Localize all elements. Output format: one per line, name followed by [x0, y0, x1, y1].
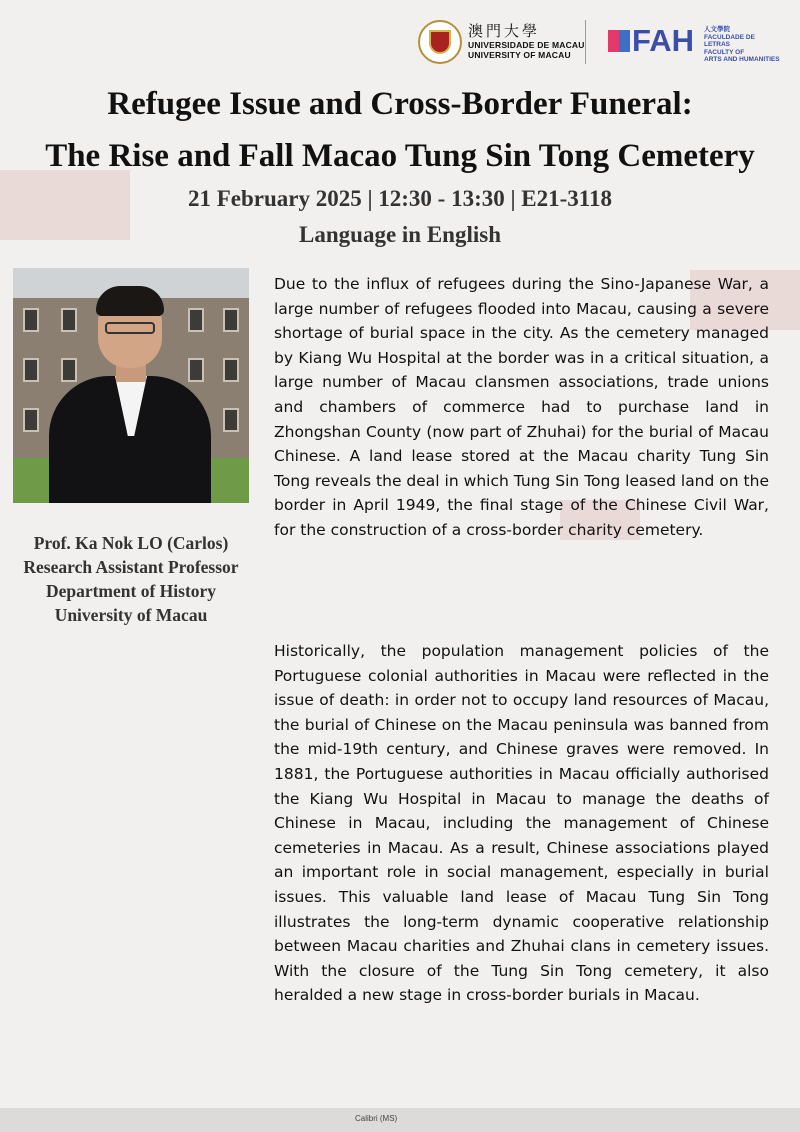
um-name-en: UNIVERSITY OF MACAU: [468, 50, 571, 60]
header-logos: [418, 18, 782, 66]
event-datetime-venue: 21 February 2025 | 12:30 - 13:30 | E21-3118: [187, 186, 613, 211]
um-name-cn: 澳門大學: [468, 22, 541, 40]
abstract-paragraph-2: Historically, the population management policies of the Portuguese colonial authorities in Macau were reflected in the issue of death: in order not to occupy land resources of Macau, the burial of Chinese on the Macau peninsula was banned from the mid-19th century, and Chinese graves were removed. In 1881, the Portuguese authorities in Macau officially authorised the Kiang Wu Hospital in Macau to manage the deaths of Chinese in Macau, including the management of Chinese cemeteries in Macau. As a result, Chinese associations played an important role in social management, especially in burial issues. This valuable land lease of Macau Tung Sin Tong illustrates the long-term dynamic cooperative relationship between Macau charities and Zhuhai clans in cemetery issues. With the closure of the Tung Sin Tong cemetery, it also heralded a new stage in cross-border burials in Macau.: [274, 642, 769, 1005]
speaker-name: Prof. Ka Nok LO (Carlos): [33, 533, 229, 553]
fah-acronym: FAH: [632, 23, 694, 58]
fah-subtitle: [704, 26, 782, 64]
logo-divider: [585, 20, 586, 64]
footer-strip: [0, 1108, 800, 1132]
speaker-photo: [13, 268, 249, 503]
fah-mark-icon: [608, 30, 630, 52]
speaker-institution: University of Macau: [54, 605, 208, 625]
speaker-department: Department of History: [45, 581, 217, 601]
um-logo-text: [468, 22, 585, 60]
university-seal-icon: [418, 20, 462, 64]
footer-font-note: Calibri (MS): [355, 1114, 398, 1123]
abstract-paragraph-1: Due to the influx of refugees during the Sino-Japanese War, a large number of refugees flooded into Macau, causing a severe shortage of burial space in the city. As the cemetery managed by Kiang Wu Hospital at the border was in a critical situation, a large number of Macau clansmen associations, trade unions and chambers of commerce had to purchase land in Zhongshan County (now part of Zhuhai) for the burial of Macau Chinese. A land lease stored at the Macau charity Tung Sin Tong reveals the deal in which Tung Sin Tong leased land on the border in April 1949, the final stage of the Chinese Civil War, for the construction of a cross-border charity cemetery.: [274, 275, 769, 539]
fah-pt: FACULDADE DE LETRAS: [704, 33, 755, 48]
fah-en-2: ARTS AND HUMANITIES: [704, 56, 780, 63]
event-title-line1: Refugee Issue and Cross-Border Funeral:: [107, 86, 693, 122]
um-name-pt: UNIVERSIDADE DE MACAU: [468, 40, 585, 50]
fah-en-1: FACULTY OF: [704, 48, 745, 56]
fah-cn: 人文學院: [704, 26, 730, 33]
event-title-line2: The Rise and Fall Macao Tung Sin Tong Cemetery: [45, 138, 755, 174]
speaker-position: Research Assistant Professor: [23, 557, 239, 577]
event-language: Language in English: [299, 222, 501, 247]
